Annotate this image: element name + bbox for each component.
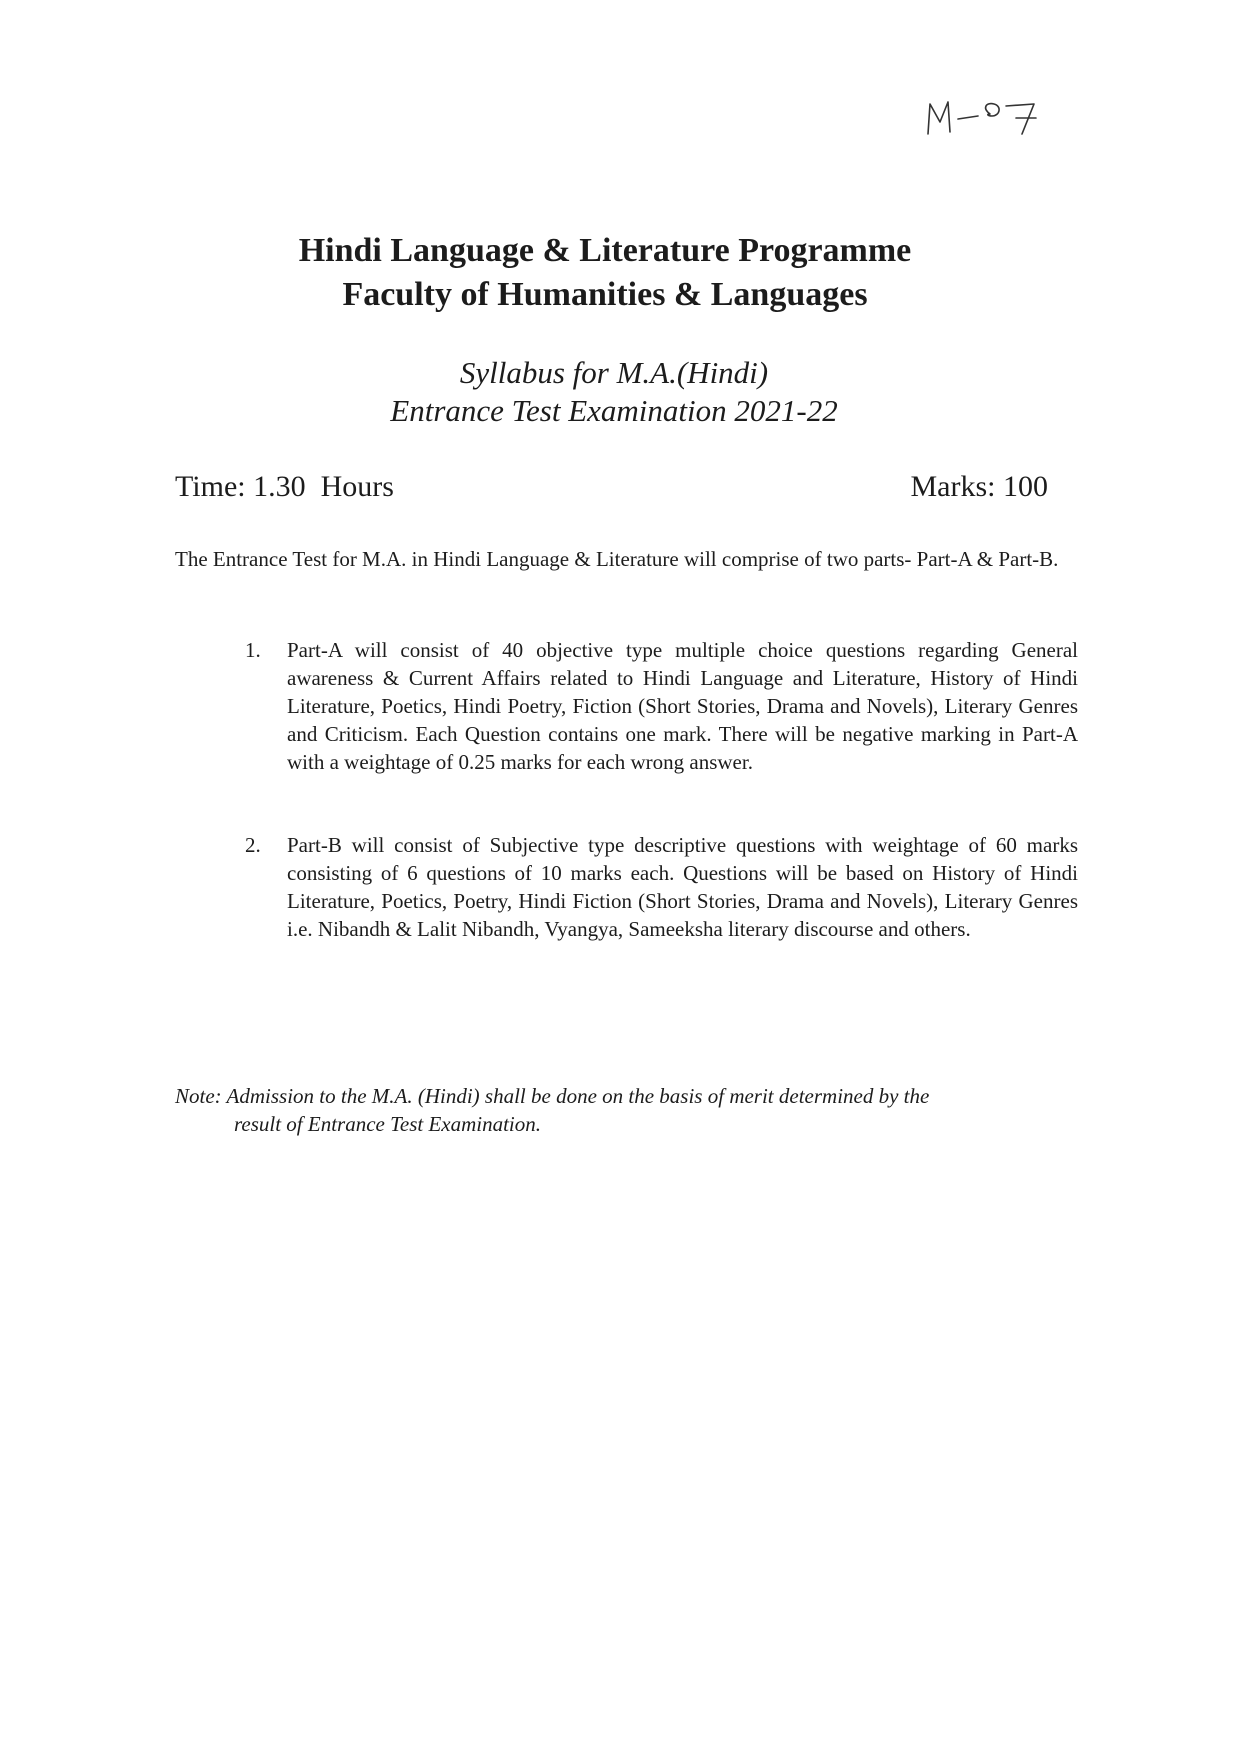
intro-paragraph: The Entrance Test for M.A. in Hindi Language & Literature will comprise of two parts- Part-A & Part-B. <box>175 547 1059 571</box>
list-item-part-a <box>245 636 1078 776</box>
list-item-text: Part-A will consist of 40 objective type multiple choice questions regarding General awareness & Current Affairs related to Hindi Language and Literature, History of Hindi Literature, Poetics, Hindi Poetry, Fiction (Short Stories, Drama and Novels), Literary Genres and Criticism. Each Question contains one mark. There will be negative marking in Part-A with a weightage of 0.25 marks for each wrong answer. <box>287 638 1078 774</box>
syllabus-subtitle: Syllabus for M.A.(Hindi) <box>459 355 769 390</box>
list-item-part-b <box>245 831 1078 943</box>
exam-time: Time: 1.30 Hours <box>175 470 394 503</box>
exam-subtitle: Entrance Test Examination 2021-22 <box>390 393 838 428</box>
admission-note <box>175 1082 1078 1138</box>
part-a-list <box>245 636 1078 776</box>
list-item-number: 2. <box>245 833 261 857</box>
note-line-2: result of Entrance Test Examination. <box>234 1112 542 1136</box>
list-item-number: 1. <box>245 638 261 662</box>
handwritten-document-code <box>920 92 1050 140</box>
programme-title: Hindi Language & Literature Programme <box>298 232 912 269</box>
part-b-list <box>245 831 1078 943</box>
note-line-1: Note: Admission to the M.A. (Hindi) shall be done on the basis of merit determined by the <box>175 1084 930 1108</box>
list-item-text: Part-B will consist of Subjective type descriptive questions with weightage of 60 marks consisting of 6 questions of 10 marks each. Questions will be based on History of Hindi Literature, Poetics, Poetry, Hindi Fiction (Short Stories, Drama and Novels), Literary Genres i.e. Nibandh & Lalit Nibandh, Vyangya, Sameeksha literary discourse and others. <box>287 833 1078 941</box>
faculty-title: Faculty of Humanities & Languages <box>342 276 868 313</box>
handwritten-code-mark <box>920 92 1050 140</box>
exam-marks: Marks: 100 <box>910 470 1048 503</box>
